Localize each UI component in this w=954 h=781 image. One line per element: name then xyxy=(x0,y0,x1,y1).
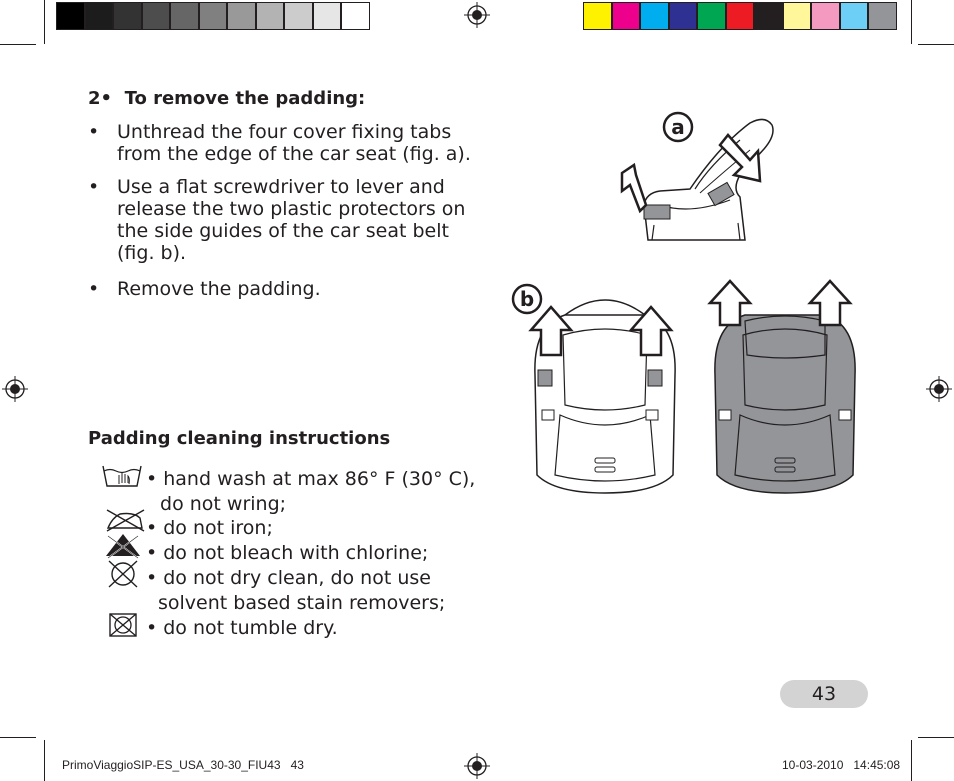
crop-mark xyxy=(0,44,36,45)
cleaning-heading: Padding cleaning instructions xyxy=(88,428,391,449)
no-dry-clean-icon xyxy=(106,560,140,588)
figure-a-car-seat-side xyxy=(600,105,790,250)
crop-mark xyxy=(918,44,954,45)
color-swatch xyxy=(868,2,897,30)
color-swatch xyxy=(697,2,726,30)
hand-wash-icon xyxy=(102,464,142,488)
color-swatch xyxy=(811,2,840,30)
crop-mark xyxy=(44,740,45,781)
crop-mark xyxy=(44,0,45,44)
color-swatch xyxy=(256,2,285,30)
bullet-text-1: Unthread the four cover fixing tabs from the edge of the car seat (fig. a). xyxy=(117,121,471,165)
figure-b-car-seats-front xyxy=(505,275,855,497)
color-swatch xyxy=(113,2,142,30)
bullet-dot: • xyxy=(88,176,100,198)
color-swatch xyxy=(583,2,612,30)
process-color-bar xyxy=(583,2,897,30)
color-swatch xyxy=(783,2,812,30)
color-swatch xyxy=(85,2,114,30)
registration-mark-icon xyxy=(464,2,490,28)
color-swatch xyxy=(640,2,669,30)
footer-timestamp: 10-03-2010 14:45:08 xyxy=(782,758,901,772)
color-swatch xyxy=(199,2,228,30)
registration-mark-icon xyxy=(464,753,490,779)
bullet-text-3: Remove the padding. xyxy=(117,278,321,300)
color-swatch xyxy=(669,2,698,30)
registration-mark-icon xyxy=(926,376,952,402)
bullet-dot: • xyxy=(88,278,100,300)
care-line-no-bleach: • do not bleach with chlorine; xyxy=(146,542,429,564)
no-bleach-icon xyxy=(104,532,142,558)
no-iron-icon xyxy=(104,508,146,532)
color-swatch xyxy=(341,2,370,30)
figure-b-label: b xyxy=(519,287,535,311)
color-swatch xyxy=(170,2,199,30)
color-swatch xyxy=(142,2,171,30)
color-swatch xyxy=(56,2,85,30)
figure-a-label: a xyxy=(671,115,685,139)
grayscale-color-bar xyxy=(56,2,370,30)
bullet-text-2: Use a flat screwdriver to lever and release the two plastic protectors on the side guides of the car seat belt (fig. b). xyxy=(117,176,466,264)
page-number: 43 xyxy=(780,680,868,708)
color-swatch xyxy=(840,2,869,30)
care-line-no-dry-clean-cont: solvent based stain removers; xyxy=(158,592,446,614)
crop-mark xyxy=(918,737,954,738)
care-line-hand-wash: • hand wash at max 86° F (30° C), xyxy=(146,468,476,490)
crop-mark xyxy=(911,0,912,44)
remove-padding-heading: 2• To remove the padding: xyxy=(88,88,366,109)
no-tumble-dry-icon xyxy=(108,612,138,638)
care-line-no-tumble-dry: • do not tumble dry. xyxy=(146,617,338,639)
crop-mark xyxy=(911,740,912,781)
color-swatch xyxy=(726,2,755,30)
care-line-no-dry-clean: • do not dry clean, do not use xyxy=(146,567,431,589)
color-swatch xyxy=(313,2,342,30)
registration-mark-icon xyxy=(2,376,28,402)
color-swatch xyxy=(284,2,313,30)
footer-file-info: PrimoViaggioSIP-ES_USA_30-30_FIU43 43 xyxy=(62,758,304,772)
care-line-hand-wash-cont: do not wring; xyxy=(154,493,287,515)
color-swatch xyxy=(612,2,641,30)
bullet-dot: • xyxy=(88,121,100,143)
care-line-no-iron: • do not iron; xyxy=(146,517,273,539)
color-swatch xyxy=(754,2,783,30)
crop-mark xyxy=(0,737,36,738)
color-swatch xyxy=(227,2,256,30)
